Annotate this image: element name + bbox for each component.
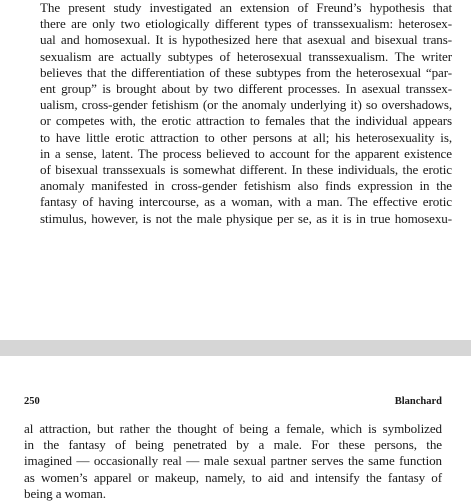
text-line: stimulus, however, is not the male physique per se, as it is in true homosexu- xyxy=(40,210,452,226)
text-line: ualism, cross-gender fetishism (or the anomaly underlying it) so overshadows, xyxy=(40,97,452,113)
text-line: ent group” is brought about by two different processes. In asexual transsex- xyxy=(40,81,452,97)
text-line: in the fantasy of being penetrated by a male. For these persons, the xyxy=(24,437,442,453)
page-bottom xyxy=(0,356,471,501)
text-line: fantasy of having intercourse, as a woman, with a man. The effective erotic xyxy=(40,194,452,210)
page-separator xyxy=(0,340,471,356)
text-line: of bisexual transsexuals is somewhat different. In these individuals, the erotic xyxy=(40,162,452,178)
text-line: The present study investigated an extension of Freund’s hypothesis that xyxy=(40,0,452,15)
text-line: or competes with, the erotic attraction to females that the individual appears xyxy=(40,113,452,129)
text-line: sexualism are actually subtypes of heterosexual transsexualism. The writer xyxy=(40,48,452,64)
text-line: there are only two etiologically different types of transsexualism: heterosex- xyxy=(40,16,452,32)
text-line: ual and homosexual. It is hypothesized here that asexual and bisexual trans- xyxy=(40,32,452,48)
text-line: being a woman. xyxy=(24,485,106,501)
running-head-author: Blanchard xyxy=(394,396,442,407)
page-number: 250 xyxy=(24,396,40,407)
text-line: in a sense, latent. The process believed to account for the apparent existence xyxy=(40,145,452,161)
text-line: anomaly manifested in cross-gender fetishism also finds expression in the xyxy=(40,178,452,194)
text-line: imagined — occasionally real — male sexual partner serves the same function xyxy=(24,453,442,469)
text-line: al attraction, but rather the thought of being a female, which is symbolized xyxy=(24,421,442,436)
text-line: to have little erotic attraction to other persons at all; his heterosexuality is, xyxy=(40,129,452,145)
text-line: believes that the differentiation of these subtypes from the heterosexual “par- xyxy=(40,64,452,80)
body-paragraph-bottom xyxy=(24,421,442,502)
text-line: as women’s apparel or makeup, namely, to aid and intensify the fantasy of xyxy=(24,469,442,485)
body-paragraph-top xyxy=(24,0,452,227)
